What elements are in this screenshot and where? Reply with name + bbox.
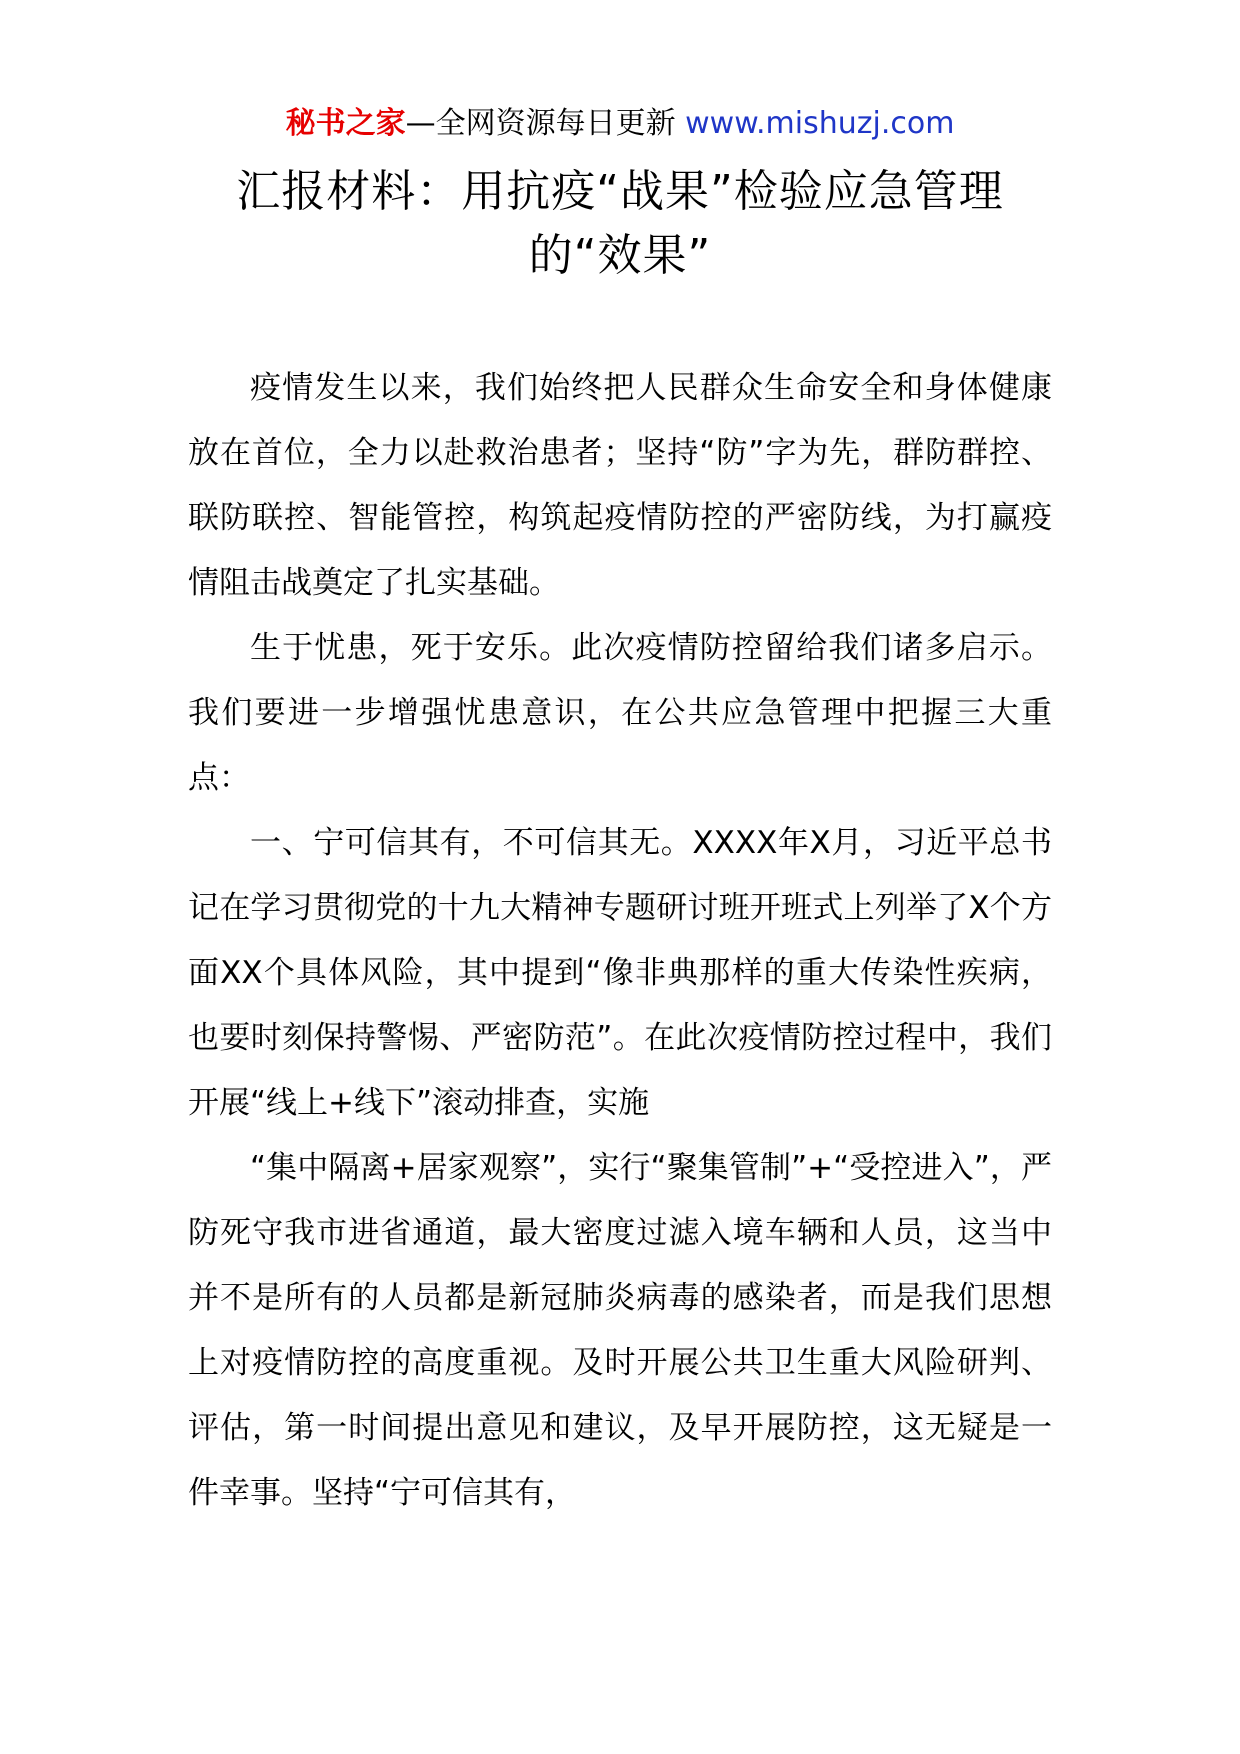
title-line-2: 的“效果” (528, 230, 712, 281)
title-line-1: 汇报材料：用抗疫“战果”检验应急管理 (236, 166, 1004, 217)
document-title (170, 160, 1070, 288)
body-paragraph: 生于忧患，死于安乐。此次疫情防控留给我们诸多启示。我们要进一步增强忧患意识，在公共应急管理中把握三大重点： (188, 630, 1052, 796)
document-body (188, 356, 1052, 1526)
section-heading-paragraph: 一、宁可信其有，不可信其无。XXXX年X月，习近平总书记在学习贯彻党的十九大精神专题研讨班开班式上列举了X个方面XX个具体风险，其中提到“像非典那样的重大传染性疾病，也要时刻保持警惕、严密防范”。在此次疫情防控过程中，我们开展“线上+线下”滚动排查，实施 (188, 825, 1052, 1121)
website-link[interactable]: www.mishuzj.com (685, 106, 955, 141)
body-paragraph: “集中隔离+居家观察”，实行“聚集管制”+“受控进入”，严防死守我市进省通道，最大密度过滤入境车辆和人员，这当中并不是所有的人员都是新冠肺炎病毒的感染者，而是我们思想上对疫情防控的高度重视。及时开展公共卫生重大风险研判、评估，第一时间提出意见和建议，及早开展防控，这无疑是一件幸事。坚持“宁可信其有， (188, 1150, 1052, 1511)
brand-name: 秘书之家 (285, 106, 406, 141)
header-slogan: —全网资源每日更新 (405, 106, 686, 141)
site-header (0, 98, 1240, 150)
body-paragraph: 疫情发生以来，我们始终把人民群众生命安全和身体健康放在首位，全力以赴救治患者；坚持“防”字为先，群防群控、联防联控、智能管控，构筑起疫情防控的严密防线，为打赢疫情阻击战奠定了扎实基础。 (188, 370, 1052, 601)
